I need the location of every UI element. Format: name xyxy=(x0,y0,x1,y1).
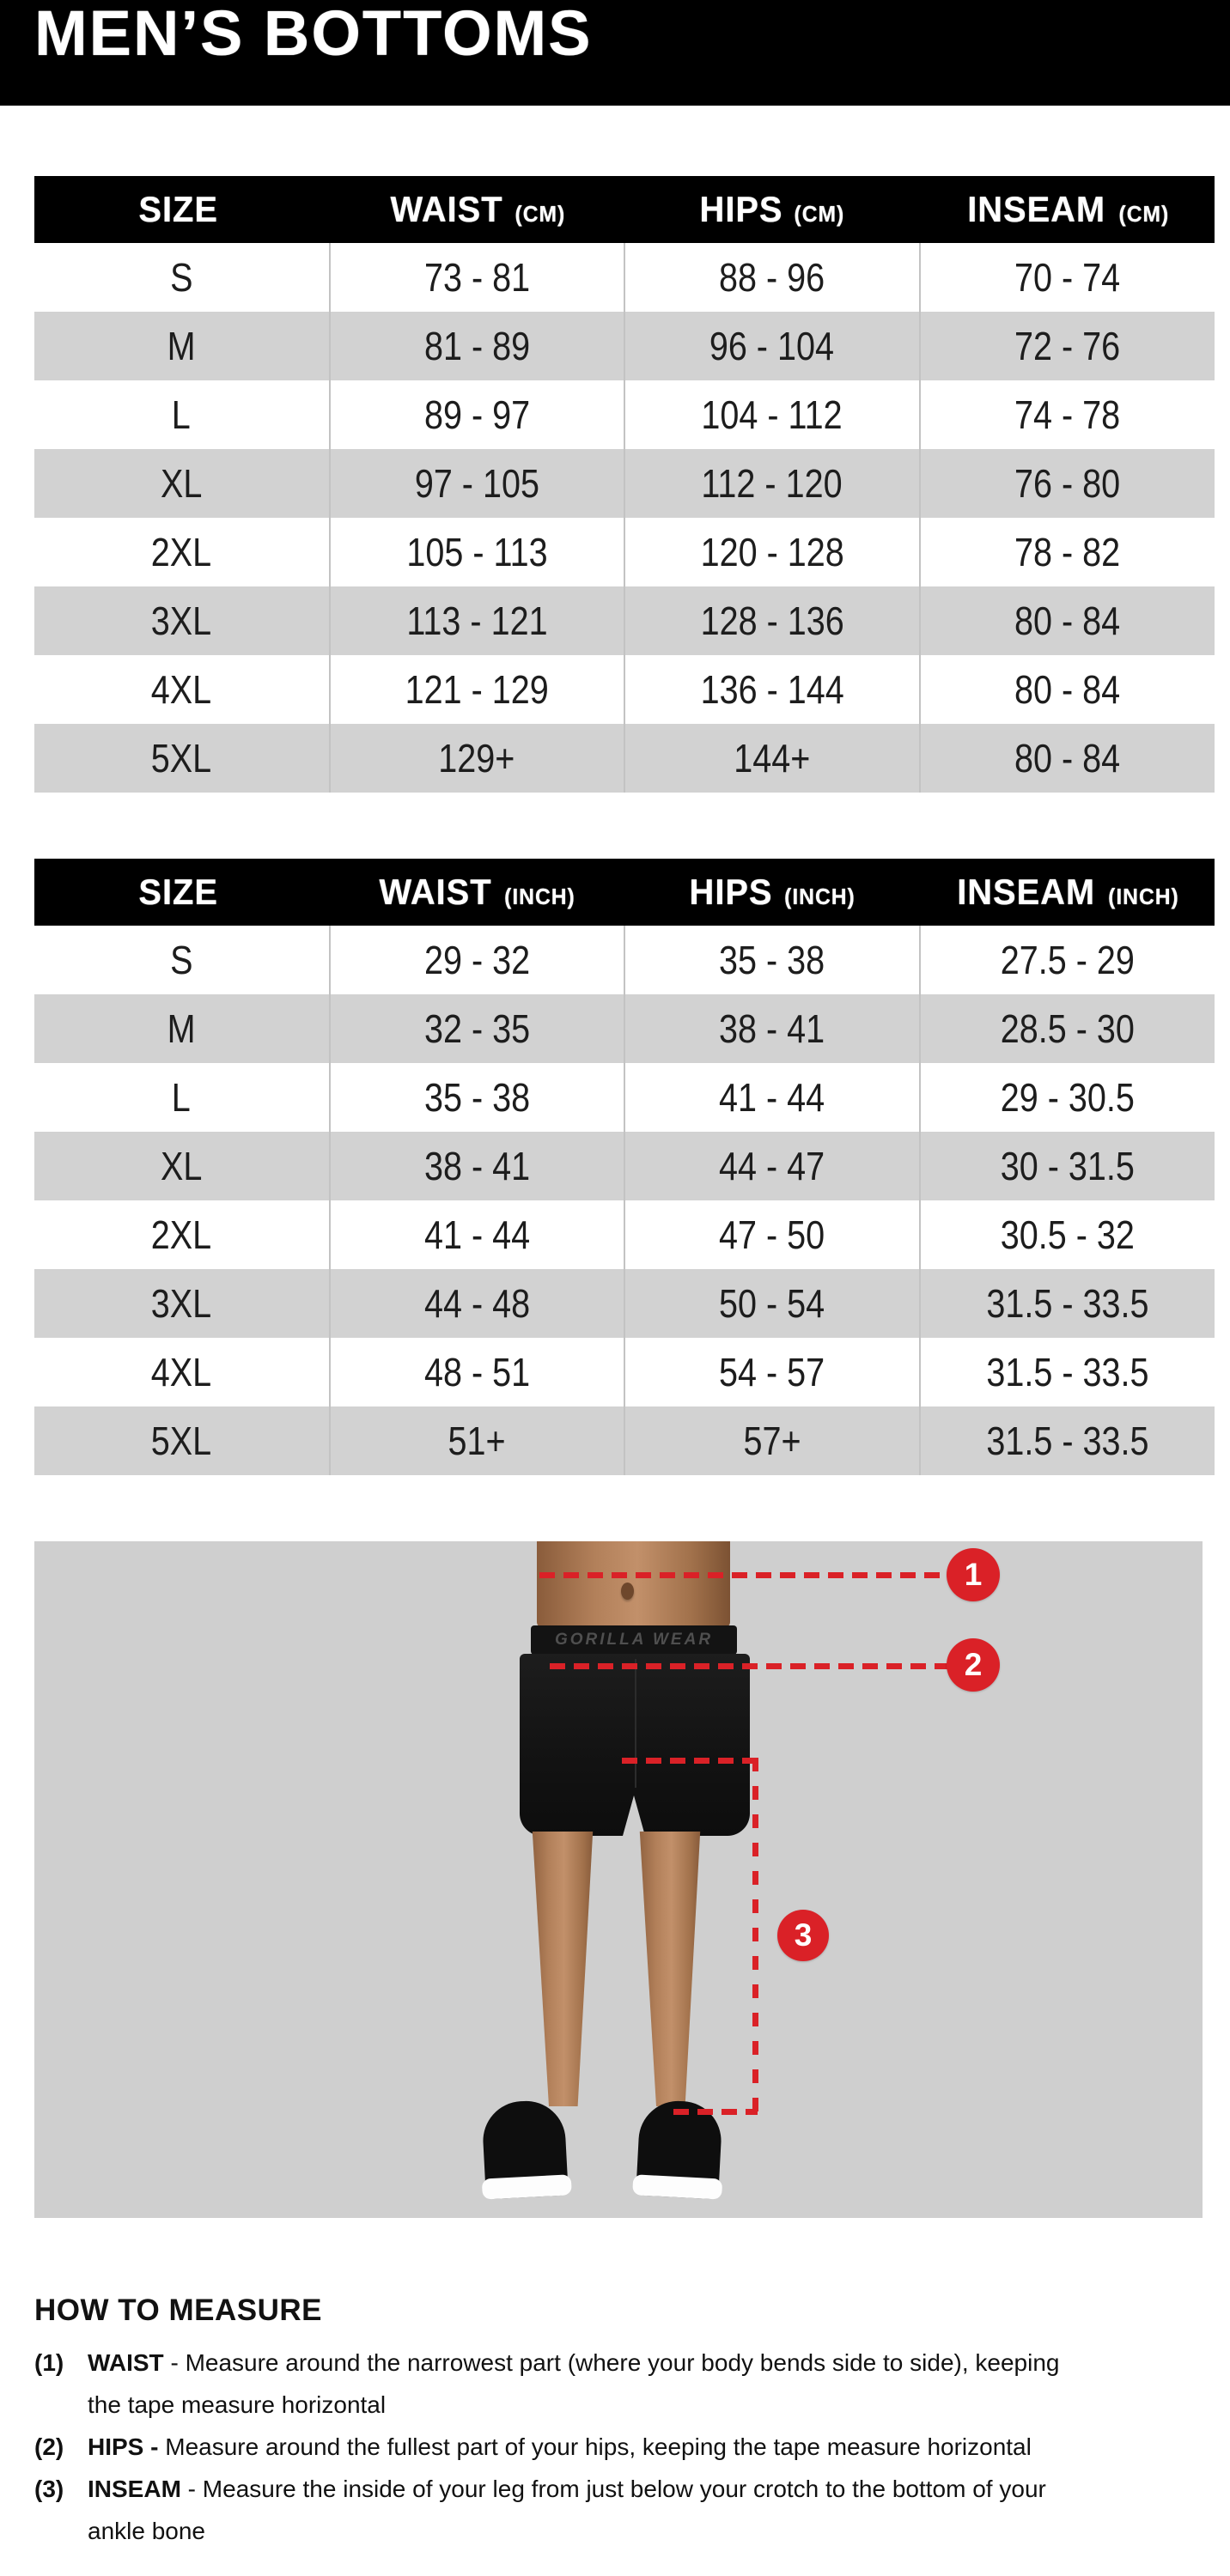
cell-value: 35 - 38 xyxy=(423,1075,530,1120)
cell-value: 76 - 80 xyxy=(1014,461,1121,506)
col-header-size: SIZE xyxy=(34,176,330,243)
table-row xyxy=(34,586,1215,655)
table-row xyxy=(34,1338,1215,1406)
cell-value: 78 - 82 xyxy=(1014,530,1121,574)
cell-value: 41 - 44 xyxy=(423,1212,530,1257)
col-header-hips-inch: HIPS (INCH) xyxy=(624,859,920,926)
size-label: 3XL xyxy=(151,598,212,643)
header-row xyxy=(34,176,1215,243)
size-label: S xyxy=(170,938,193,982)
cell-value: 28.5 - 30 xyxy=(1000,1006,1135,1051)
cell-value: 113 - 121 xyxy=(406,598,548,643)
cell-value: 80 - 84 xyxy=(1014,598,1121,643)
cell-value: 120 - 128 xyxy=(700,530,844,574)
cell-value: 57+ xyxy=(743,1419,801,1463)
size-chart-inch xyxy=(34,859,1215,1475)
marker-3-badge: 3 xyxy=(777,1910,829,1961)
col-header-inseam-inch: INSEAM (INCH) xyxy=(920,859,1215,926)
size-chart-cm xyxy=(34,176,1215,793)
shorts-waistband xyxy=(531,1625,737,1655)
cell-value: 35 - 38 xyxy=(719,938,825,982)
cell-value: 31.5 - 33.5 xyxy=(986,1350,1149,1394)
cell-value: 31.5 - 33.5 xyxy=(986,1419,1149,1463)
cell-value: 30 - 31.5 xyxy=(1000,1144,1135,1188)
size-label: 2XL xyxy=(151,1212,212,1257)
table-row xyxy=(34,1132,1215,1200)
measure-instruction-inseam xyxy=(34,2468,1204,2552)
cell-value: 70 - 74 xyxy=(1014,255,1121,300)
waist-measure-line xyxy=(539,1572,950,1578)
size-label: 3XL xyxy=(151,1281,212,1326)
banner xyxy=(0,0,1230,106)
size-label: 4XL xyxy=(151,667,212,712)
cell-value: 44 - 48 xyxy=(423,1281,530,1326)
size-label: S xyxy=(170,255,193,300)
cell-value: 72 - 76 xyxy=(1014,324,1121,368)
cell-value: 129+ xyxy=(438,736,515,781)
size-chart-inch-table xyxy=(34,859,1215,1475)
instruction-number: (3) xyxy=(34,2476,64,2502)
cell-value: 80 - 84 xyxy=(1014,667,1121,712)
inseam-measure-line-vertical xyxy=(752,1758,758,2115)
instruction-number: (2) xyxy=(34,2433,64,2460)
cell-value: 128 - 136 xyxy=(700,598,844,643)
model-right-leg xyxy=(636,1832,704,2106)
cell-value: 48 - 51 xyxy=(423,1350,530,1394)
table-row xyxy=(34,518,1215,586)
size-chart-cm-table xyxy=(34,176,1215,793)
table-row xyxy=(34,655,1215,724)
measurement-diagram xyxy=(34,1541,1203,2218)
table-row xyxy=(34,243,1215,312)
cell-value: 97 - 105 xyxy=(414,461,539,506)
col-header-waist-cm: WAIST (CM) xyxy=(330,176,625,243)
size-label: L xyxy=(172,392,192,437)
inseam-measure-line-bottom xyxy=(673,2109,758,2115)
cell-value: 88 - 96 xyxy=(719,255,825,300)
cell-value: 81 - 89 xyxy=(423,324,530,368)
measure-instruction-waist xyxy=(34,2342,1204,2426)
model-navel xyxy=(621,1583,634,1600)
col-header-hips-cm: HIPS (CM) xyxy=(624,176,920,243)
size-label: L xyxy=(172,1075,192,1120)
cell-value: 54 - 57 xyxy=(719,1350,825,1394)
hips-measure-line xyxy=(550,1663,950,1669)
cell-value: 74 - 78 xyxy=(1014,392,1121,437)
cell-value: 136 - 144 xyxy=(700,667,844,712)
cell-value: 80 - 84 xyxy=(1014,736,1121,781)
cell-value: 105 - 113 xyxy=(406,530,548,574)
cell-value: 89 - 97 xyxy=(423,392,530,437)
cell-value: 51+ xyxy=(448,1419,506,1463)
cell-value: 31.5 - 33.5 xyxy=(986,1281,1149,1326)
size-label: M xyxy=(167,1006,196,1051)
measure-instruction-hips xyxy=(34,2426,1204,2468)
instruction-text: INSEAM - Measure the inside of your leg from just below your crotch to the bottom of your ankle bone xyxy=(88,2476,1046,2544)
left-sneaker xyxy=(481,2099,569,2200)
cell-value: 32 - 35 xyxy=(423,1006,530,1051)
inseam-measure-line-top xyxy=(622,1758,756,1764)
cell-value: 144+ xyxy=(734,736,811,781)
instruction-text: WAIST - Measure around the narrowest part (where your body bends side to side), keeping the tape measure horizontal xyxy=(88,2349,1060,2418)
size-label: 5XL xyxy=(151,736,212,781)
cell-value: 73 - 81 xyxy=(423,255,530,300)
table-row xyxy=(34,1200,1215,1269)
table-row xyxy=(34,449,1215,518)
cell-value: 30.5 - 32 xyxy=(1000,1212,1135,1257)
cell-value: 121 - 129 xyxy=(405,667,549,712)
size-label: 5XL xyxy=(151,1419,212,1463)
page-title: MEN’S BOTTOMS xyxy=(34,0,593,69)
model-left-leg xyxy=(528,1832,597,2106)
cell-value: 38 - 41 xyxy=(719,1006,825,1051)
model-torso xyxy=(537,1541,730,1627)
table-row xyxy=(34,380,1215,449)
table-row xyxy=(34,312,1215,380)
cell-value: 38 - 41 xyxy=(423,1144,530,1188)
how-to-measure-heading: HOW TO MEASURE xyxy=(34,2293,322,2327)
cell-value: 104 - 112 xyxy=(701,392,843,437)
size-label: 4XL xyxy=(151,1350,212,1394)
cell-value: 29 - 30.5 xyxy=(1000,1075,1135,1120)
col-header-waist-inch: WAIST (INCH) xyxy=(330,859,625,926)
size-label: 2XL xyxy=(151,530,212,574)
cell-value: 29 - 32 xyxy=(423,938,530,982)
cell-value: 112 - 120 xyxy=(701,461,843,506)
cell-value: 27.5 - 29 xyxy=(1000,938,1135,982)
table-row xyxy=(34,1063,1215,1132)
marker-1-badge: 1 xyxy=(947,1548,1000,1601)
table-row xyxy=(34,724,1215,793)
instruction-number: (1) xyxy=(34,2349,64,2376)
size-label: M xyxy=(167,324,196,368)
cell-value: 41 - 44 xyxy=(719,1075,825,1120)
cell-value: 44 - 47 xyxy=(719,1144,825,1188)
how-to-measure-section xyxy=(34,2293,1204,2552)
table-row xyxy=(34,994,1215,1063)
col-header-inseam-cm: INSEAM (CM) xyxy=(920,176,1215,243)
cell-value: 47 - 50 xyxy=(719,1212,825,1257)
header-row xyxy=(34,859,1215,926)
cell-value: 96 - 104 xyxy=(709,324,835,368)
marker-2-badge: 2 xyxy=(947,1638,1000,1692)
size-label: XL xyxy=(161,461,203,506)
table-row xyxy=(34,926,1215,994)
waistband-brand-text: GORILLA WEAR xyxy=(554,1631,714,1649)
cell-value: 50 - 54 xyxy=(719,1281,825,1326)
instruction-text: HIPS - Measure around the fullest part of your hips, keeping the tape measure horizontal xyxy=(88,2433,1032,2460)
size-label: XL xyxy=(161,1144,203,1188)
col-header-size: SIZE xyxy=(34,859,330,926)
table-row xyxy=(34,1406,1215,1475)
table-row xyxy=(34,1269,1215,1338)
